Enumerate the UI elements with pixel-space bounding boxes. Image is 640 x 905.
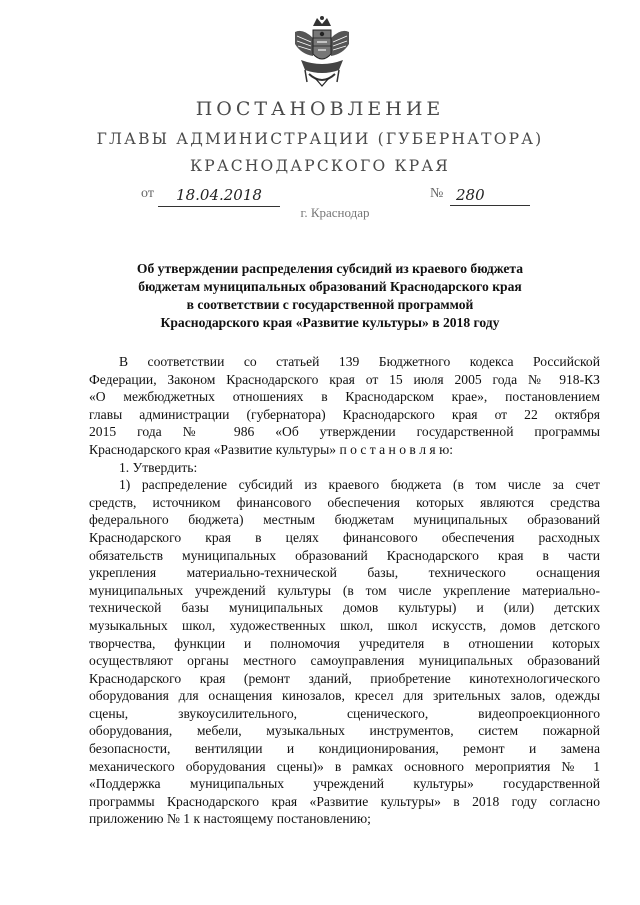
body-line: Краснодарского края (ремонт зданий, приобретение кинотехнологического [89,670,600,686]
title-line: бюджетам муниципальных образований Краснодарского края [138,279,522,294]
body-line: «О межбюджетных отношениях в Краснодарском крае», постановлением [89,389,600,405]
body-line: Краснодарского края в целях финансового обеспечения расходных [89,529,600,545]
body-line: программы Краснодарского края «Развитие культуры» в 2018 году согласно [89,793,600,809]
body-line: «Поддержка муниципальных учреждений культуры» государственной [89,776,600,792]
body-line: Краснодарского края «Развитие культуры» п о с т а н о в л я ю: [89,441,454,457]
date-value: 18.04.2018 [158,186,280,207]
body-line: 1. Утвердить: [119,459,198,475]
title-line: Краснодарского края «Развитие культуры» в 2018 году [160,315,500,330]
body-line: В соответствии со статьей 139 Бюджетного кодекса Российской [119,354,600,369]
issuer-heading: ГЛАВЫ АДМИНИСТРАЦИИ (ГУБЕРНАТОРА) [96,130,544,148]
body-line: музыкальных школ, художественных школ, школ искусств, домов детского [89,617,600,633]
body-line: приложению № 1 к настоящему постановлению; [89,811,371,827]
city-label: г. Краснодар [300,205,370,220]
body-line: обязательств муниципальных образований Краснодарского края в части [89,547,600,563]
region-heading: КРАСНОДАРСКОГО КРАЯ [190,157,450,175]
title-line: в соответствии с государственной программой [186,297,474,312]
body-line: творчества, функции и полномочия учредителя в отношении которых [89,635,600,651]
body-line: муниципальных учреждений культуры (в том числе укрепление материально- [89,582,600,598]
doc-type-heading: ПОСТАНОВЛЕНИЕ [195,98,445,120]
body-line: технической базы муниципальных домов культуры) и (или) детских [89,600,600,616]
date-label: от [141,186,154,201]
body-line: оборудования для оснащения кинозалов, кресел для зрительных залов, одежды [89,688,600,704]
coat-of-arms-emblem [291,16,353,88]
title-line: Об утверждении распределения субсидий из краевого бюджета [136,261,524,276]
number-label: № [430,186,444,201]
body-line: осуществляют органы местного самоуправления муниципальных образований [89,653,600,669]
body-line: федерального бюджета) местным бюджетам муниципальных образований [89,512,600,528]
body-line: механического оборудования сцены)» в рамках основного мероприятия № 1 [89,758,600,774]
body-line: безопасности, вентиляции и кондиционирования, ремонт и замена [89,741,600,757]
body-line: укрепления материально-технической базы, технического оснащения [89,565,600,581]
body-line: оборудования, мебели, музыкальных инструментов, систем пожарной [89,723,600,739]
body-line: 2015 года № 986 «Об утверждении государственной программы [89,424,600,440]
document-body [89,353,600,828]
body-line: Федерации, Законом Краснодарского края от 15 июля 2005 года № 918-КЗ [89,371,600,387]
body-line: 1) распределение субсидий из краевого бюджета (в том числе за счет [119,477,600,493]
document-title [60,260,600,332]
number-value: 280 [450,186,530,206]
body-line: средств, источником финансового обеспечения которых являются средства [89,494,600,510]
body-line: главы администрации (губернатора) Краснодарского края от 22 октября [89,406,600,422]
body-line: сцены, звукоусилительного, сценического, видеопроекционного [89,705,600,721]
